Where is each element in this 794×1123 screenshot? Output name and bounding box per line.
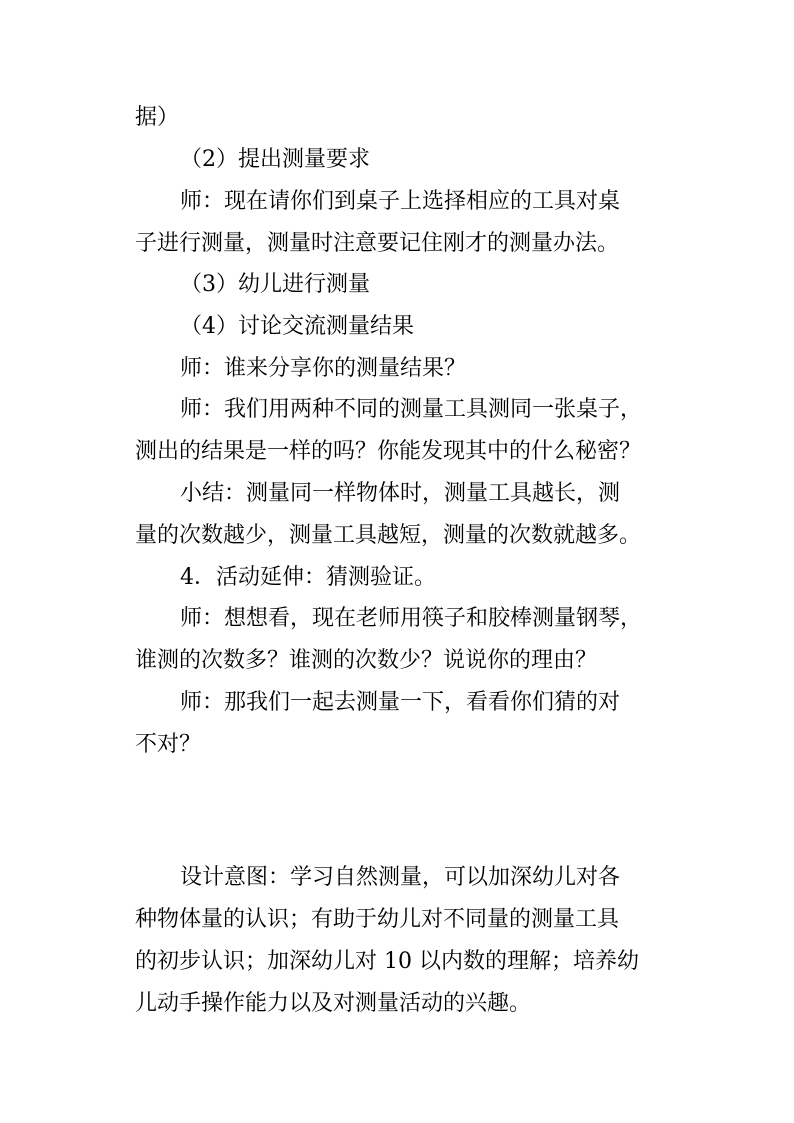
summary-line: 小结：测量同一样物体时，测量工具越长，测 — [180, 481, 621, 506]
text-line: 师：想想看，现在老师用筷子和胶棒测量钢琴， — [180, 606, 643, 631]
text-line: 师：我们用两种不同的测量工具测同一张桌子， — [180, 397, 643, 422]
design-intent-line: 种物体量的认识；有助于幼儿对不同量的测量工具 — [135, 907, 620, 932]
design-intent-line: 的初步认识；加深幼儿对 10 以内数的理解；培养幼 — [135, 949, 639, 974]
text-line: 测出的结果是一样的吗？你能发现其中的什么秘密？ — [135, 439, 642, 464]
summary-line: 量的次数越少，测量工具越短，测量的次数就越多。 — [135, 523, 642, 548]
text-line: 子进行测量，测量时注意要记住刚才的测量办法。 — [135, 231, 620, 256]
section-heading: （3）幼儿进行测量 — [180, 272, 370, 297]
design-intent-line: 儿动手操作能力以及对测量活动的兴趣。 — [135, 991, 532, 1016]
section-heading: 4．活动延伸：猜测验证。 — [180, 565, 436, 590]
text-line: 师：谁来分享你的测量结果？ — [180, 356, 467, 381]
text-line: 师：现在请你们到桌子上选择相应的工具对桌 — [180, 189, 621, 214]
design-intent-line: 设计意图：学习自然测量，可以加深幼儿对各 — [180, 865, 621, 890]
text-line: 谁测的次数多？谁测的次数少？说说你的理由？ — [135, 648, 598, 673]
text-line: 师：那我们一起去测量一下，看看你们猜的对 — [180, 690, 621, 715]
section-heading: （4）讨论交流测量结果 — [180, 314, 414, 339]
text-line: 据） — [135, 105, 180, 130]
text-line: 不对？ — [135, 732, 202, 757]
section-heading: （2）提出测量要求 — [180, 147, 370, 172]
